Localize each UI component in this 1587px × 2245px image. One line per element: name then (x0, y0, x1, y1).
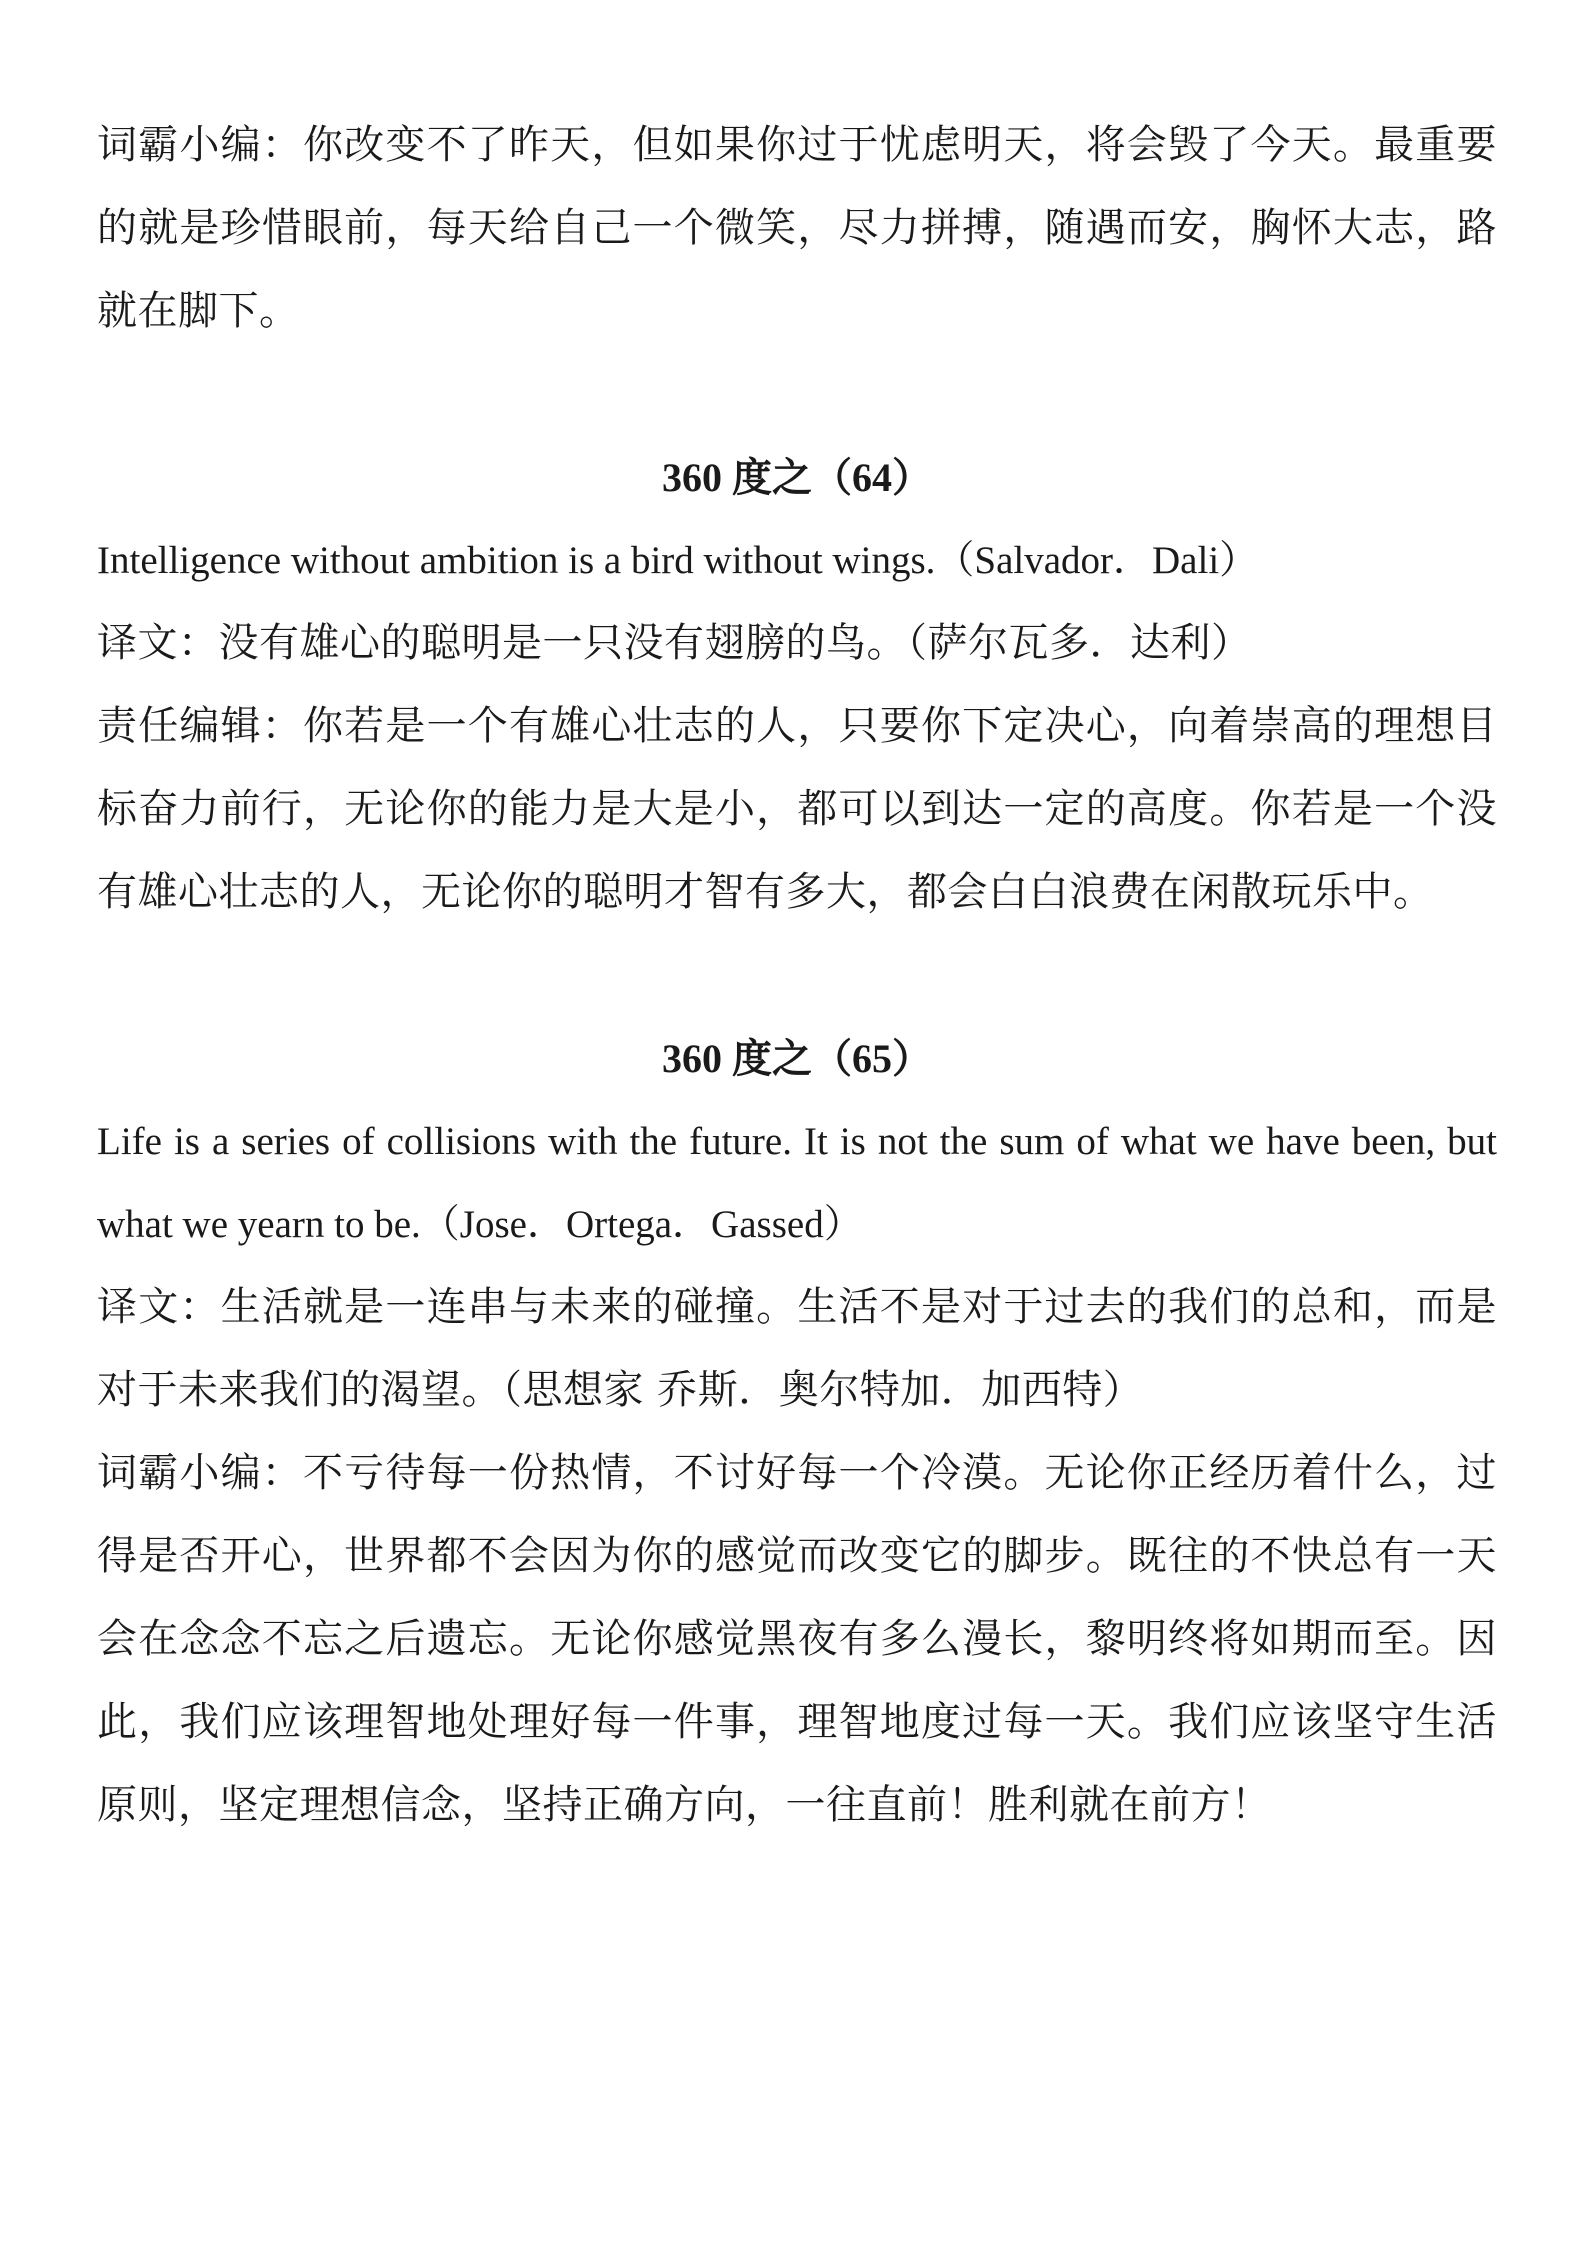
section-64-quote: Intelligence without ambition is a bird without wings.（Salvador．Dali） (97, 539, 1259, 582)
spacer (97, 934, 1497, 1017)
spacer (97, 353, 1497, 436)
section-65-translation: 译文：生活就是一连串与未来的碰撞。生活不是对于过去的我们的总和，而是对于未来我们的渴望。（思想家 乔斯．奥尔特加．加西特） (97, 1284, 1497, 1413)
section-64-commentary: 责任编辑：你若是一个有雄心壮志的人，只要你下定决心，向着崇高的理想目标奋力前行，无论你的能力是大是小，都可以到达一定的高度。你若是一个没有雄心壮志的人，无论你的聪明才智有多大，都会白白浪费在闲散玩乐中。 (97, 703, 1497, 915)
document-page (97, 104, 1497, 1847)
section-heading-64: 360 度之（64） (662, 455, 932, 500)
section-65-commentary: 词霸小编：不亏待每一份热情，不讨好每一个冷漠。无论你正经历着什么，过得是否开心，世界都不会因为你的感觉而改变它的脚步。既往的不快总有一天会在念念不忘之后遗忘。无论你感觉黑夜有多么漫长，黎明终将如期而至。因此，我们应该理智地处理好每一件事，理智地度过每一天。我们应该坚守生活原则，坚定理想信念，坚持正确方向，一往直前！胜利就在前方！ (97, 1450, 1497, 1828)
intro-commentary: 词霸小编：你改变不了昨天，但如果你过于忧虑明天，将会毁了今天。最重要的就是珍惜眼前，每天给自己一个微笑，尽力拼搏，随遇而安，胸怀大志，路就在脚下。 (97, 122, 1497, 334)
section-64-translation: 译文：没有雄心的聪明是一只没有翅膀的鸟。（萨尔瓦多．达利） (97, 620, 1252, 666)
section-heading-65: 360 度之（65） (662, 1036, 932, 1081)
section-65-quote: Life is a series of collisions with the future. It is not the sum of what we have been, but what we yearn to be.（Jose．Ortega．Gassed） (97, 1120, 1497, 1246)
